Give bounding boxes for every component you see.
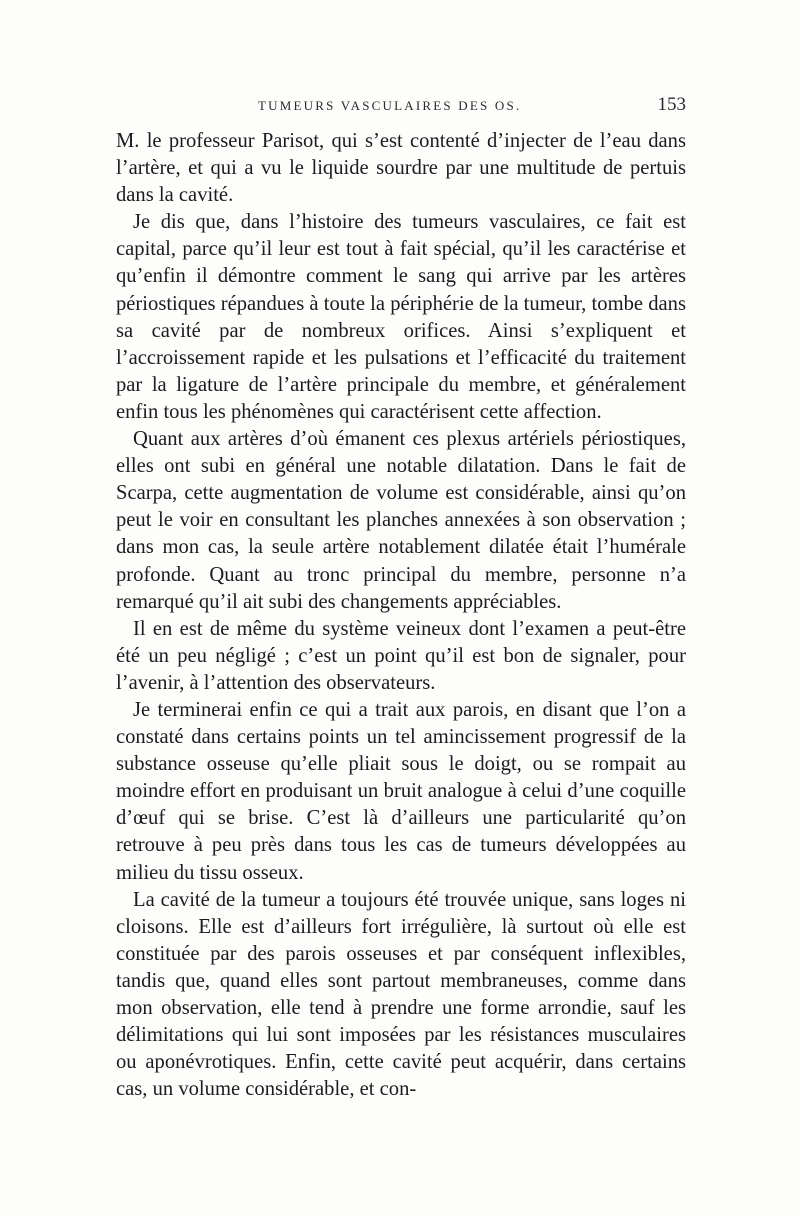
paragraph: Je dis que, dans l’histoire des tumeurs vasculaires, ce fait est capital, parce qu’il leur est tout à fait spécial, qu’il les caractérise et qu’enfin il démontre comment le sang qui arrive par les artères périostiques répandues à toute la périphérie de la tumeur, tombe dans sa cavité par de nombreux orifices. Ainsi s’expliquent et l’accroissement rapide et les pulsations et l’efficacité du traitement par la ligature de l’artère principale du membre, et généralement enfin tous les phénomènes qui caractérisent cette affection. <box>116 211 686 423</box>
body-text <box>116 128 686 1103</box>
running-title: TUMEURS VASCULAIRES DES OS. <box>258 98 522 113</box>
paragraph: M. le professeur Parisot, qui s’est contenté d’injecter de l’eau dans l’artère, et qui a vu le liquide sourdre par une multitude de pertuis dans la cavité. <box>116 130 686 207</box>
page-header <box>116 94 686 118</box>
paragraph: Quant aux artères d’où émanent ces plexus artériels périostiques, elles ont subi en général une notable dilatation. Dans le fait de Scarpa, cette augmentation de volume est considérable, ainsi qu’on peut le voir en consultant les planches annexées à son observation ; dans mon cas, la seule artère notablement dilatée était l’humérale profonde. Quant au tronc principal du membre, personne n’a remarqué qu’il ait subi des changements appréciables. <box>116 428 686 613</box>
paragraph: La cavité de la tumeur a toujours été trouvée unique, sans loges ni cloisons. Elle est d’ailleurs fort irrégulière, là surtout où elle est constituée par des parois osseuses et par conséquent inflexibles, tandis que, quand elles sont partout membraneuses, comme dans mon observation, elle tend à prendre une forme arrondie, sauf les délimitations qui lui sont imposées par les résistances musculaires ou aponévrotiques. Enfin, cette cavité peut acquérir, dans certains cas, un volume considérable, et con- <box>116 888 686 1101</box>
paragraph: Il en est de même du système veineux dont l’examen a peut-être été un peu négligé ; c’est un point qu’il est bon de signaler, pour l’avenir, à l’attention des observateurs. <box>116 617 686 694</box>
paragraph: Je terminerai enfin ce qui a trait aux parois, en disant que l’on a constaté dans certains points un tel amincissement progressif de la substance osseuse qu’elle pliait sous le doigt, ou se rompait au moindre effort en produisant un bruit analogue à celui d’une coquille d’œuf qui se brise. C’est là d’ailleurs une particularité qu’on retrouve à peu près dans tous les cas de tumeurs développées au milieu du tissu osseux. <box>116 698 686 884</box>
page-number: 153 <box>657 94 686 115</box>
